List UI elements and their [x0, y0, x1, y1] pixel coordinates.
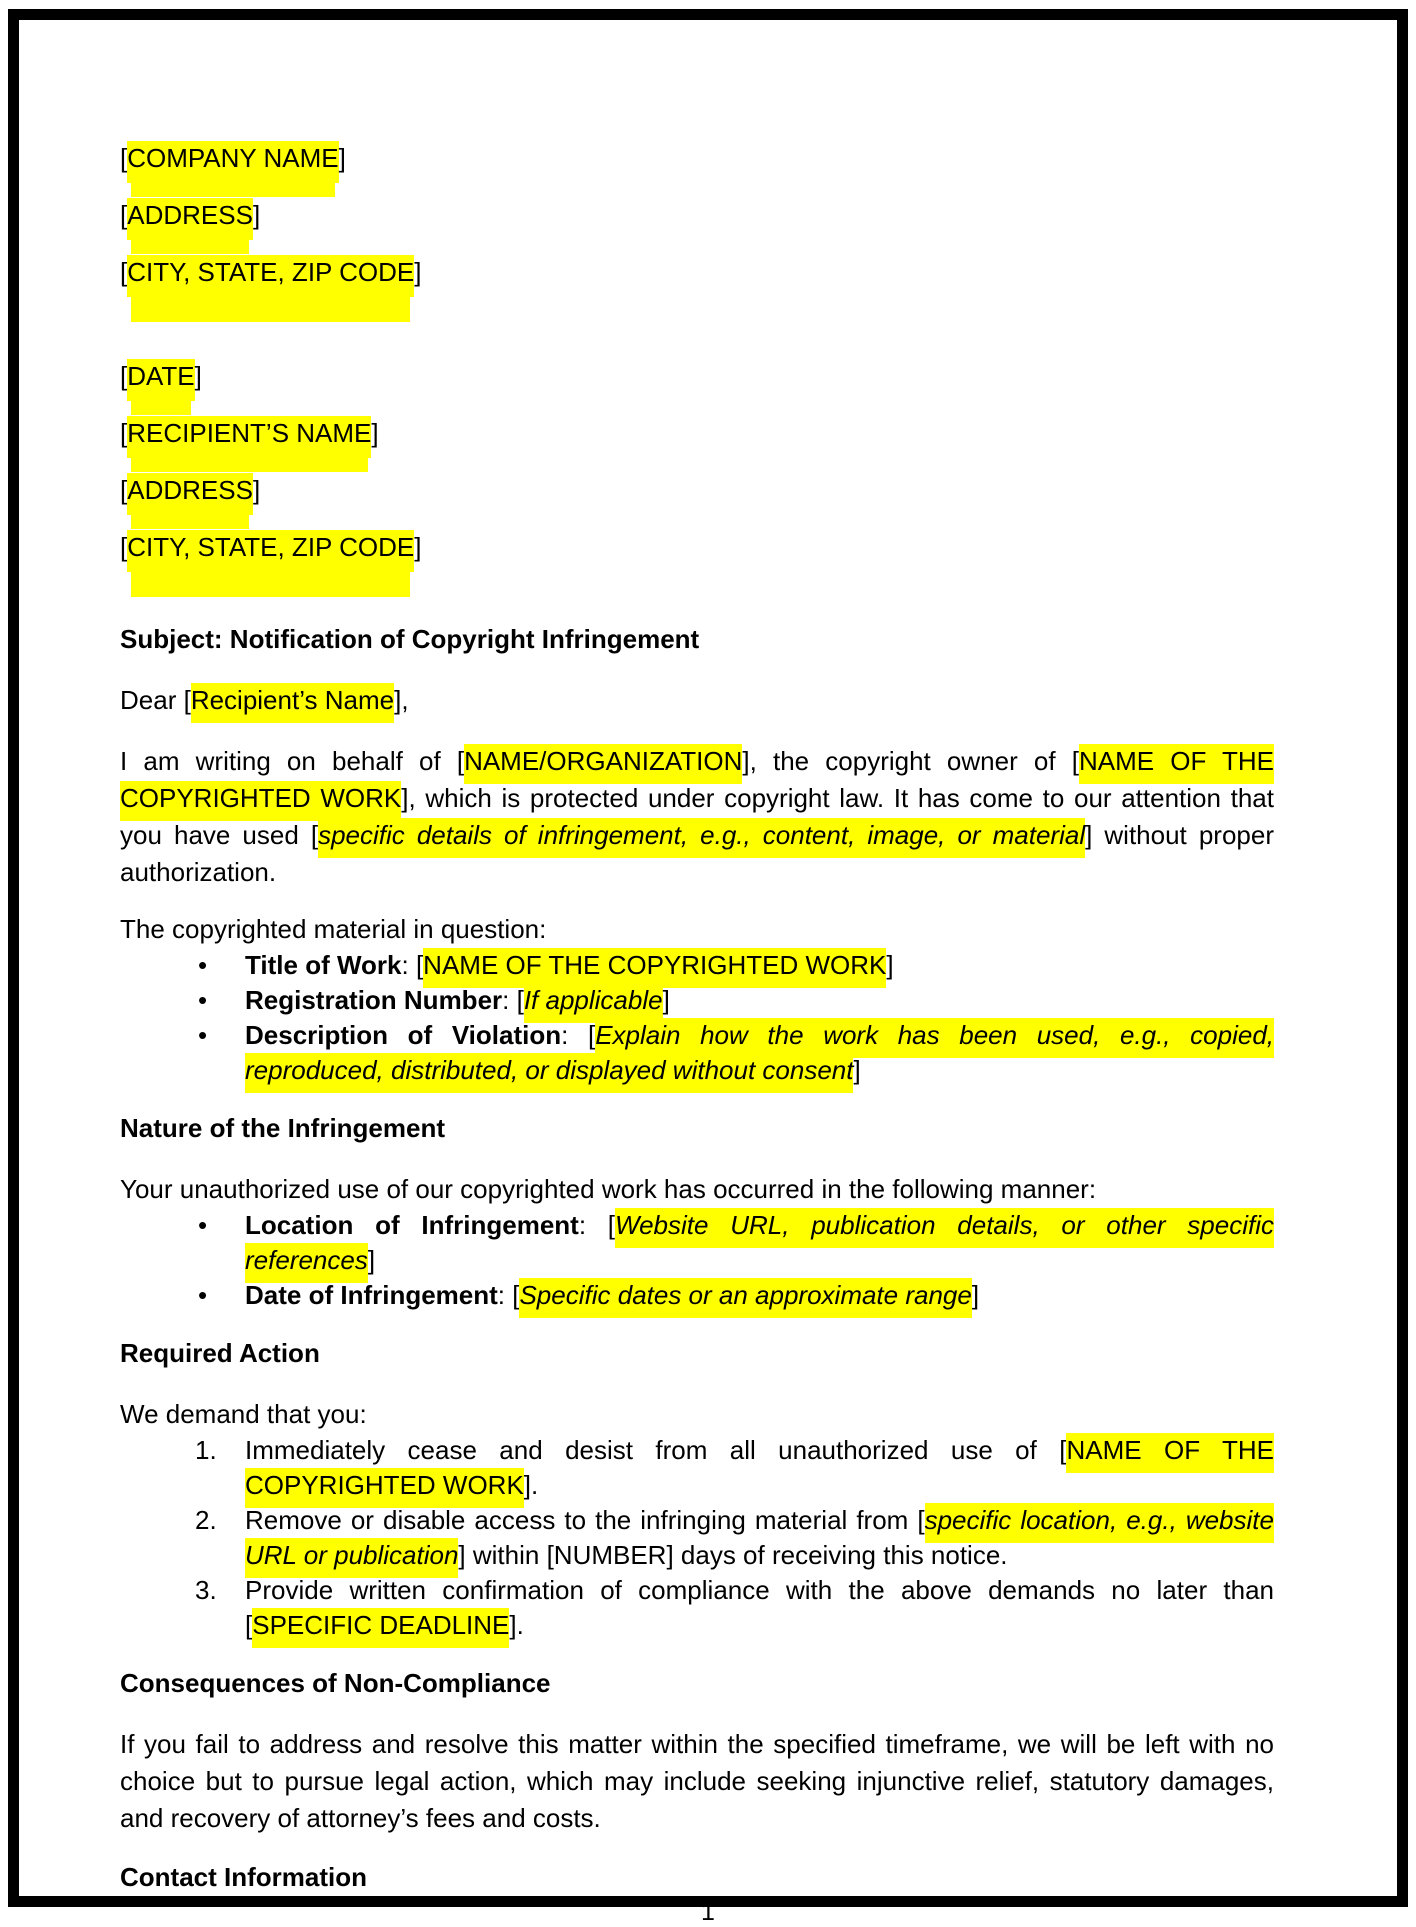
sender-address-line — [120, 197, 260, 254]
item-separator: : [ — [561, 1020, 596, 1050]
address-placeholder: ADDRESS — [127, 198, 253, 240]
bracket-close: ] — [853, 1055, 861, 1085]
bracket-open: [ — [120, 200, 128, 230]
body-text: ]. — [523, 1470, 539, 1500]
list-item-registration-number — [120, 983, 1274, 1018]
list-item-body — [245, 1503, 1274, 1573]
body-text: ]. — [509, 1610, 524, 1640]
list-item-location — [120, 1208, 1274, 1278]
item-label: Title of Work — [245, 950, 402, 980]
list-item-remove-access — [120, 1503, 1274, 1573]
body-text: Immediately cease and desist from all unauthorized use of [ — [245, 1435, 1067, 1465]
item-separator: : [ — [497, 1280, 520, 1310]
body-text: Remove or disable access to the infringing material from [ — [245, 1505, 925, 1535]
item-separator: : [ — [502, 985, 524, 1015]
recipient-name-placeholder: Recipient’s Name — [191, 683, 394, 723]
body-text: I am writing on behalf of [ — [120, 746, 465, 776]
list-item-body — [245, 983, 1274, 1018]
list-item-body — [245, 1278, 1274, 1313]
consequences-heading: Consequences of Non-Compliance — [120, 1668, 551, 1698]
item-label: Description of Violation — [245, 1020, 562, 1050]
bracket-close: ] — [414, 532, 422, 562]
nature-list — [120, 1208, 1274, 1313]
bracket-close: ] — [971, 1280, 980, 1310]
location-placeholder: Website URL, publication details, or other specific references — [245, 1208, 1274, 1283]
recipient-address-line — [120, 472, 260, 529]
letter-document — [120, 140, 1274, 1896]
if-applicable-placeholder: If applicable — [524, 983, 663, 1023]
contact-heading: Contact Information — [120, 1862, 367, 1892]
bracket-open: [ — [120, 361, 128, 391]
list-item-body — [245, 948, 1274, 983]
opening-paragraph — [120, 743, 1274, 891]
nature-intro: Your unauthorized use of our copyrighted work has occurred in the following manner: — [120, 1174, 1097, 1204]
body-text: ] within [NUMBER] days of receiving this notice. — [458, 1540, 1008, 1570]
date-placeholder: DATE — [127, 359, 194, 401]
list-item-body — [245, 1573, 1274, 1643]
bracket-close: ] — [367, 1245, 376, 1275]
bracket-close: ] — [662, 985, 670, 1015]
list-item-body — [245, 1018, 1274, 1088]
list-item-written-confirmation — [120, 1573, 1274, 1643]
bracket-close: ] — [252, 475, 261, 505]
list-item-cease-desist — [120, 1433, 1274, 1503]
specific-location-placeholder: specific location, e.g., website URL or publication — [245, 1503, 1274, 1578]
body-text: ] without proper authorization. — [120, 820, 1274, 887]
recipient-city-line — [120, 529, 421, 597]
bracket-close: ] — [886, 950, 894, 980]
address-placeholder: ADDRESS — [127, 473, 253, 515]
bracket-open: [ — [120, 143, 128, 173]
page-number: 1 — [701, 1898, 715, 1926]
bracket-close: ] — [414, 257, 422, 287]
bracket-close: ] — [371, 418, 379, 448]
bullet-icon: • — [198, 985, 208, 1015]
bracket-open: [ — [120, 418, 128, 448]
material-list — [120, 948, 1274, 1088]
deadline-placeholder: SPECIFIC DEADLINE — [252, 1608, 509, 1648]
violation-description-placeholder: Explain how the work has been used, e.g., copied, reproduced, distributed, or displayed without consent — [245, 1018, 1274, 1093]
list-item-title-of-work — [120, 948, 1274, 983]
bullet-icon: • — [198, 1020, 208, 1050]
copyrighted-work-placeholder: NAME OF THE COPYRIGHTED WORK — [245, 1433, 1274, 1508]
bracket-open: [ — [120, 475, 128, 505]
item-label: Registration Number — [245, 985, 503, 1015]
list-item-body — [245, 1208, 1274, 1278]
salutation-text: ], — [394, 685, 409, 715]
bracket-close: ] — [194, 361, 202, 391]
copyrighted-work-placeholder: NAME OF THE COPYRIGHTED WORK — [120, 744, 1274, 821]
bullet-icon: • — [198, 1280, 208, 1310]
consequences-paragraph: If you fail to address and resolve this matter within the specified timeframe, we will be left with no choice but to pursue legal action, which may include seeking injunctive relief, statutory damages, and recovery of attorney’s fees and costs. — [120, 1729, 1274, 1833]
bracket-open: [ — [120, 532, 128, 562]
item-separator: : [ — [578, 1210, 616, 1240]
sender-company-line — [120, 140, 346, 197]
required-action-heading: Required Action — [120, 1338, 320, 1368]
copyrighted-work-placeholder: NAME OF THE COPYRIGHTED WORK — [423, 948, 886, 988]
list-item-date — [120, 1278, 1274, 1313]
demand-intro: We demand that you: — [120, 1399, 367, 1429]
list-item-body — [245, 1433, 1274, 1503]
body-text: ], which is protected under copyright law. It has come to our attention that you have used [ — [120, 783, 1274, 850]
date-line — [120, 358, 202, 415]
bullet-icon: • — [198, 1210, 208, 1240]
number-marker: 1. — [195, 1435, 217, 1465]
recipient-name-placeholder: RECIPIENT’S NAME — [127, 416, 371, 458]
city-state-zip-placeholder: CITY, STATE, ZIP CODE — [127, 530, 414, 572]
number-marker: 2. — [195, 1505, 217, 1535]
number-marker: 3. — [195, 1575, 217, 1605]
material-intro: The copyrighted material in question: — [120, 914, 547, 944]
item-separator: : [ — [401, 950, 424, 980]
company-name-placeholder: COMPANY NAME — [127, 141, 338, 183]
nature-heading: Nature of the Infringement — [120, 1113, 446, 1143]
list-item-description-of-violation — [120, 1018, 1274, 1088]
bracket-close: ] — [252, 200, 261, 230]
salutation-text: Dear [ — [120, 685, 191, 715]
item-label: Location of Infringement — [245, 1210, 579, 1240]
bullet-icon: • — [198, 950, 208, 980]
date-range-placeholder: Specific dates or an approximate range — [519, 1278, 971, 1318]
bracket-open: [ — [120, 257, 128, 287]
city-state-zip-placeholder: CITY, STATE, ZIP CODE — [127, 255, 414, 297]
salutation — [120, 682, 1274, 719]
body-text: Provide written confirmation of compliance with the above demands no later than [ — [245, 1575, 1274, 1640]
name-organization-placeholder: NAME/ORGANIZATION — [464, 744, 742, 784]
recipient-name-line — [120, 415, 379, 472]
item-label: Date of Infringement — [245, 1280, 498, 1310]
subject-line: Subject: Notification of Copyright Infringement — [120, 624, 700, 654]
infringement-details-placeholder: specific details of infringement, e.g., content, image, or material — [318, 818, 1085, 858]
bracket-close: ] — [338, 143, 346, 173]
sender-city-line — [120, 254, 421, 322]
body-text: ], the copyright owner of [ — [742, 746, 1079, 776]
demand-list — [120, 1433, 1274, 1643]
